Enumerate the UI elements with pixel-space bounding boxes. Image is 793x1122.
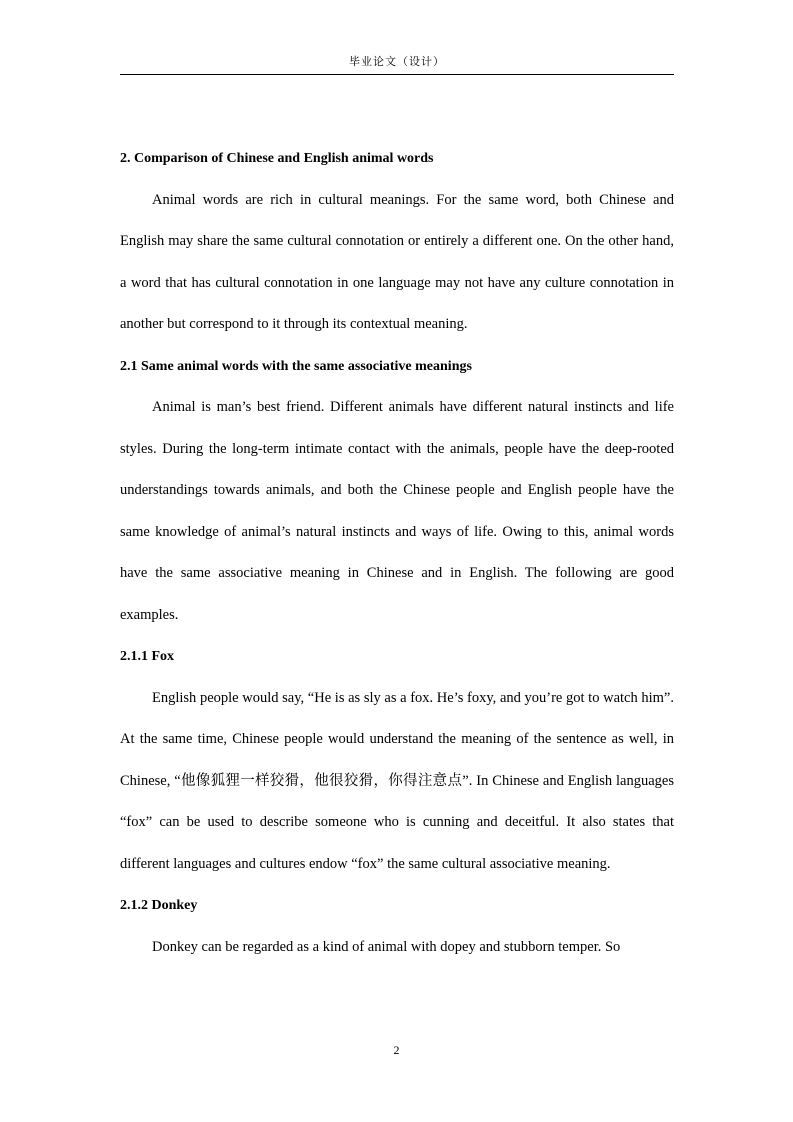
body-paragraph: English people would say, “He is as sly as a fox. He’s foxy, and you’re got to watch him”. At the same time, Chinese people would understand the meaning of the sentence as well, in Chinese, “他像狐狸一样狡猾，他很狡猾，你得注意点”. In Chinese and English languages “fox” can be used to describe someone who is cunning and deceitful. It also states that different languages and cultures endow “fox” the same cultural associative meaning. [120, 689, 674, 872]
body-paragraph: Animal is man’s best friend. Different animals have different natural instincts and life styles. During the long-term intimate contact with the animals, people have the deep-rooted understandings towards animals, and both the Chinese people and English people have the same knowledge of animal’s natural instincts and ways of life. Owing to this, animal words have the same associative meaning in Chinese and in English. The following are good examples. [120, 399, 674, 623]
subsubsection-heading: 2.1.2 Donkey [120, 898, 198, 913]
section-heading: 2. Comparison of Chinese and English animal words [120, 151, 434, 166]
body-paragraph: Animal words are rich in cultural meanings. For the same word, both Chinese and English may share the same cultural connotation or entirely a different one. On the other hand, a word that has cultural connotation in one language may not have any culture connotation in another but correspond to it through its contextual meaning. [120, 191, 674, 332]
document-body [120, 138, 674, 968]
page-header [120, 54, 674, 75]
subsubsection-heading: 2.1.1 Fox [120, 649, 175, 664]
page-number: 2 [393, 1043, 400, 1057]
header-title: 毕业论文（设计） [349, 56, 445, 68]
subsection-heading: 2.1 Same animal words with the same associative meanings [120, 358, 472, 374]
body-paragraph: Donkey can be regarded as a kind of animal with dopey and stubborn temper. So [152, 938, 621, 955]
